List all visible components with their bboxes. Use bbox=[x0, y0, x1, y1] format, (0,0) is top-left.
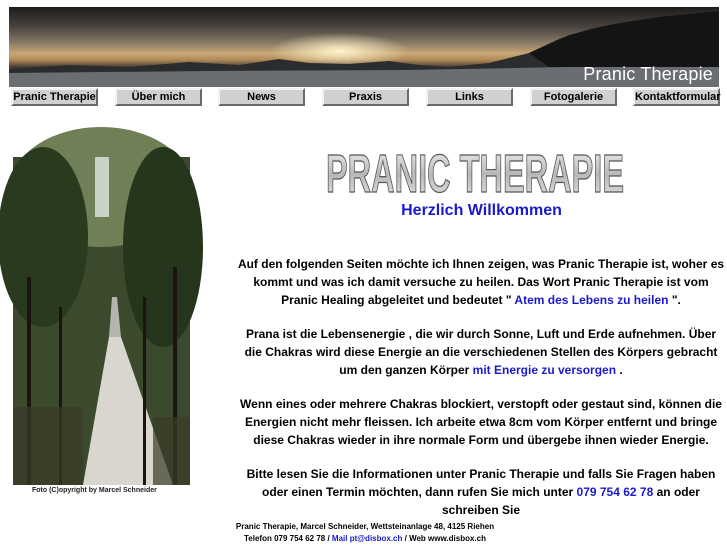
footer bbox=[120, 521, 610, 545]
energie-versorgen-link[interactable]: mit Energie zu versorgen bbox=[472, 363, 617, 377]
paragraph-contact: Bitte lesen Sie die Informationen unter Pranic Therapie und falls Sie Fragen haben oder einen Termin möchten, dann rufen Sie mich unter 079 754 62 78 an oder schreiben Sie bbox=[246, 467, 716, 517]
logo-text: PRANIC THERAPIE bbox=[326, 144, 624, 204]
nav-kontaktformular[interactable]: Kontaktformular bbox=[633, 88, 720, 106]
nav-ueber-mich[interactable]: Über mich bbox=[115, 88, 202, 106]
phone-link[interactable]: 079 754 62 78 bbox=[576, 485, 654, 499]
paragraph-chakras: Wenn eines oder mehrere Chakras blockiert, verstopft oder gestaut sind, können die Energien nicht mehr fleissen. Ich arbeite etwa 8cm vom Körper entfernt und bringe diese Chakras wieder in ihre normale Form und übergebe ihnen wieder Energie. bbox=[240, 397, 722, 447]
paragraph-intro: Auf den folgenden Seiten möchte ich Ihnen zeigen, was Pranic Therapie ist, woher es kommt und was ich damit versuche zu heilen. Das Wort Pranic Therapie ist vom Pranic Healing abgeleitet und bedeutet " Atem des Lebens zu heilen ". bbox=[237, 257, 725, 307]
pranic-therapie-logo bbox=[323, 140, 627, 204]
nav-praxis[interactable]: Praxis bbox=[322, 88, 409, 106]
header-banner bbox=[9, 7, 719, 87]
intro-content bbox=[236, 255, 726, 517]
welcome-heading: Herzlich Willkommen bbox=[401, 202, 562, 219]
nav-fotogalerie[interactable]: Fotogalerie bbox=[530, 88, 617, 106]
nav-links[interactable]: Links bbox=[426, 88, 513, 106]
nav-news[interactable]: News bbox=[218, 88, 305, 106]
paragraph-prana: Prana ist die Lebensenergie , die wir durch Sonne, Luft und Erde aufnehmen. Über die Chakras wird diese Energie an die verschiedenen Stellen des Körpers gebracht um den ganzen Körper mit Energie zu versorgen . bbox=[244, 327, 718, 377]
photo-caption: Foto (C)opyright by Marcel Schneider bbox=[32, 487, 157, 494]
nav-pranic-therapie[interactable]: Pranic Therapie bbox=[11, 88, 98, 106]
atem-des-lebens-link[interactable]: Atem des Lebens zu heilen bbox=[511, 293, 672, 307]
mail-link[interactable]: Mail pt@disbox.ch bbox=[331, 534, 403, 543]
footer-address: Pranic Therapie, Marcel Schneider, Wettsteinanlage 48, 4125 Riehen bbox=[235, 522, 495, 531]
top-navigation bbox=[0, 88, 727, 108]
footer-contact: Telefon 079 754 62 78 / Mail pt@disbox.ch / Web www.disbox.ch bbox=[244, 534, 486, 543]
tree-path-photo bbox=[13, 157, 190, 485]
banner-title: Pranic Therapie bbox=[583, 64, 713, 84]
